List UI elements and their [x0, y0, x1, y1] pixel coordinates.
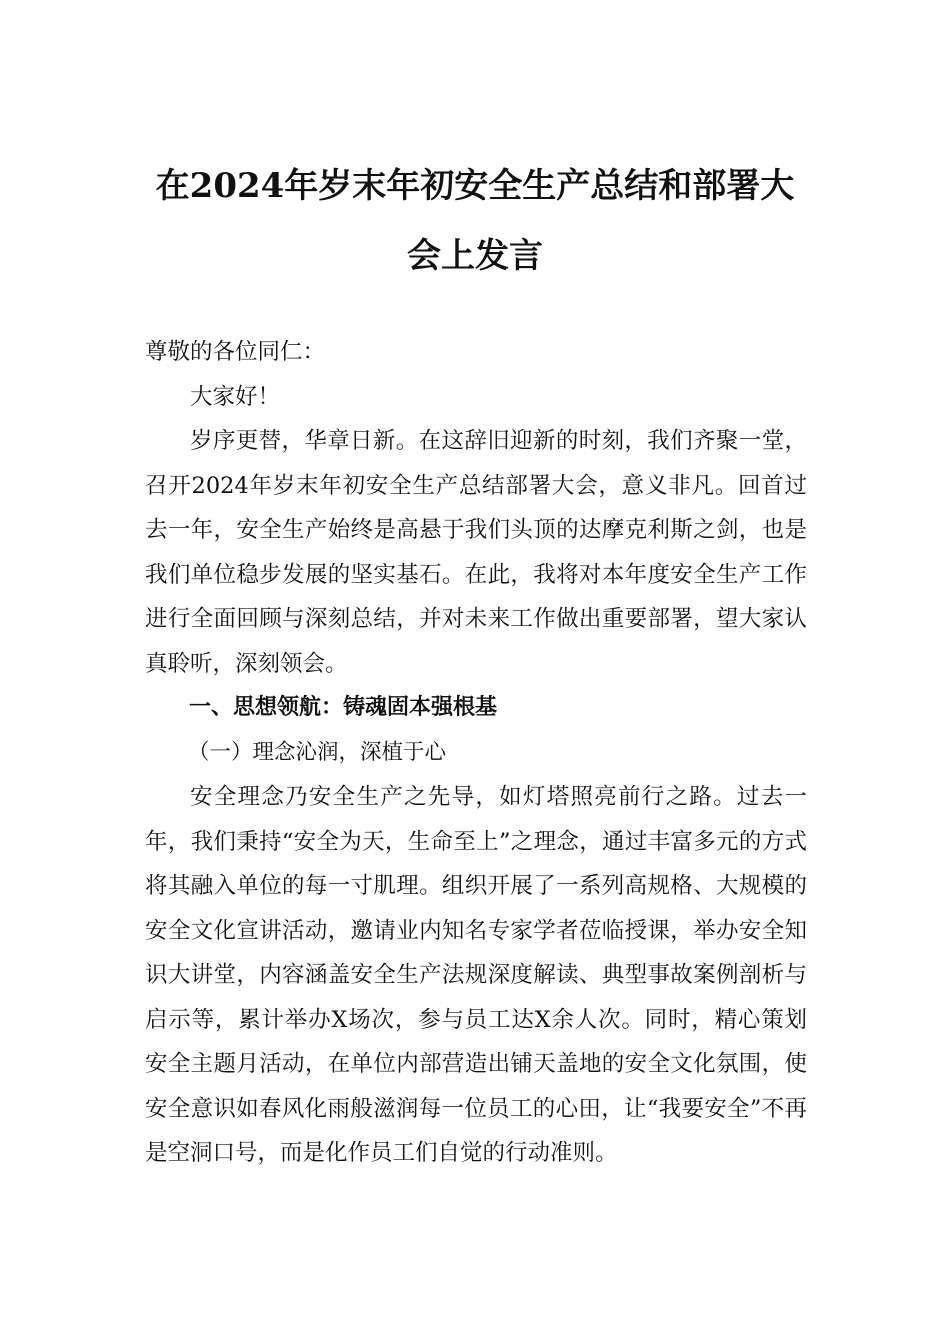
- subsection-heading: （一）理念沁润，深植于心: [188, 739, 447, 765]
- document-title-line1: 在2024年岁末年初安全生产总结和部署大: [155, 166, 795, 206]
- subsection-paragraph: 安全理念乃安全生产之先导，如灯塔照亮前行之路。过去一年，我们秉持“安全为天，生命至上”之理念，通过丰富多元的方式将其融入单位的每一寸肌理。组织开展了一系列高规格、大规模的安全文化宣讲活动，邀请业内知名专家学者莅临授课，举办安全知识大讲堂，内容涵盖安全生产法规深度解读、典型事故案例剖析与启示等，累计举办X场次，参与员工达X余人次。同时，精心策划安全主题月活动，在单位内部营造出铺天盖地的安全文化氛围，使安全意识如春风化雨般滋润每一位员工的心田，让“我要安全”不再是空洞口号，而是化作员工们自觉的行动准则。: [145, 784, 807, 1166]
- greeting: 大家好！: [190, 383, 281, 410]
- document-title-line2: 会上发言: [407, 236, 543, 276]
- section-heading: 一、思想领航：铸魂固本强根基: [189, 695, 498, 720]
- document-body: [145, 330, 807, 1176]
- salutation: 尊敬的各位同仁：: [145, 339, 326, 365]
- intro-paragraph: 岁序更替，华章日新。在这辞旧迎新的时刻，我们齐聚一堂，召开2024年岁末年初安全生产总结部署大会，意义非凡。回首过去一年，安全生产始终是高悬于我们头顶的达摩克利斯之剑，也是我们单位稳步发展的坚实基石。在此，我将对本年度安全生产工作进行全面回顾与深刻总结，并对未来工作做出重要部署，望大家认真聆听，深刻领会。: [145, 428, 807, 677]
